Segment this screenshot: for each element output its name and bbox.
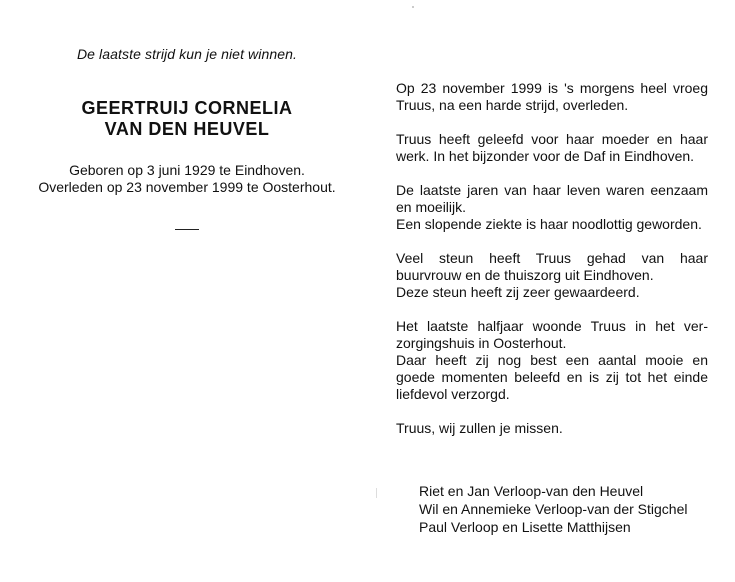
motto: De laatste strijd kun je niet winnen.: [76, 46, 298, 62]
text-line: De laatste jaren van haar leven waren eenzaam: [396, 182, 708, 198]
text-line: Op 23 november 1999 is 's morgens heel vroeg: [396, 80, 708, 96]
text-line: werk. In het bijzonder voor de Daf in Eindhoven.: [396, 148, 695, 164]
text-line: Daar heeft zij nog best een aantal mooie en: [396, 352, 708, 368]
deceased-name: [22, 98, 352, 140]
paragraph-2: [396, 131, 708, 165]
paragraph-5: [396, 318, 708, 403]
paragraph-4: [396, 250, 708, 301]
text-line: Veel steun heeft Truus gehad van haar: [396, 250, 708, 266]
text-line: goede momenten beleefd en is zij tot het einde: [396, 369, 708, 385]
death-date: Overleden op 23 november 1999 te Oosterhout.: [38, 179, 336, 195]
life-dates: [22, 162, 352, 196]
right-panel: [396, 80, 708, 454]
text-line: liefdevol verzorgd.: [396, 386, 510, 402]
paper-mark: [376, 488, 377, 498]
text-line: Truus, na een harde strijd, overleden.: [396, 97, 629, 113]
text-line: Het laatste halfjaar woonde Truus in het ver-: [396, 318, 708, 334]
text-line: Een slopende ziekte is haar noodlottig geworden.: [396, 216, 702, 232]
text-line: Deze steun heeft zij zeer gewaardeerd.: [396, 284, 640, 300]
text-line: buurvrouw en de thuiszorg uit Eindhoven.: [396, 267, 654, 283]
text-line: Truus, wij zullen je missen.: [396, 420, 563, 436]
separator-dash: [175, 229, 199, 230]
paragraph-1: [396, 80, 708, 114]
paper-speck: [412, 6, 414, 8]
text-line: Truus heeft geleefd voor haar moeder en haar: [396, 131, 708, 147]
paragraph-6: [396, 420, 708, 437]
signer: Wil en Annemieke Verloop-van der Stigchel: [419, 501, 688, 517]
birth-date: Geboren op 3 juni 1929 te Eindhoven.: [69, 162, 305, 178]
signers-list: [419, 482, 687, 536]
paragraph-3: [396, 182, 708, 233]
text-line: zorgingshuis in Oosterhout.: [396, 335, 567, 351]
signer: Paul Verloop en Lisette Matthijsen: [419, 519, 631, 535]
name-line-1: GEERTRUIJ CORNELIA: [81, 98, 293, 118]
name-line-2: VAN DEN HEUVEL: [104, 119, 270, 139]
text-line: en moeilijk.: [396, 199, 467, 215]
signer: Riet en Jan Verloop-van den Heuvel: [419, 483, 644, 499]
